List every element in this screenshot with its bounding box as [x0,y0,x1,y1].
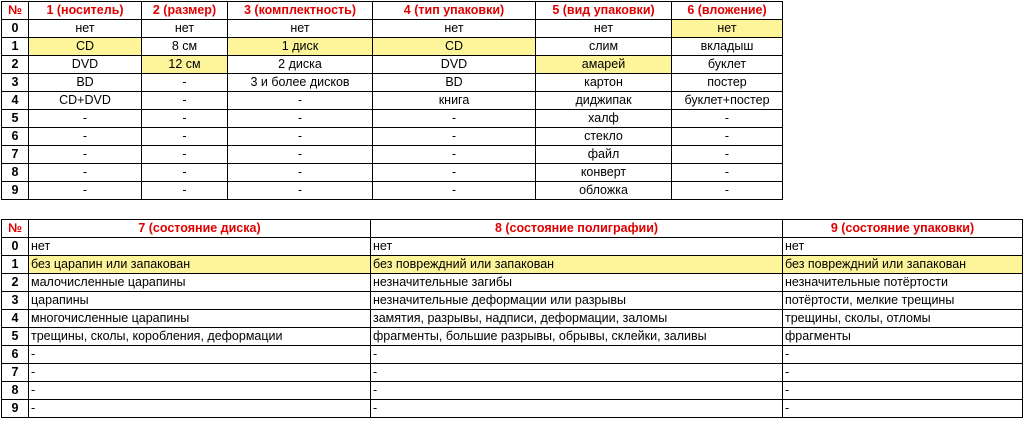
table-row [2,110,783,128]
table-row [2,92,783,110]
table-cell: нет [373,20,536,38]
table-cell: - [142,146,228,164]
table-row [2,128,783,146]
table-row [2,346,1023,364]
table-row [2,238,1023,256]
table-cell: - [228,128,373,146]
row-number: 8 [2,164,29,182]
table-cell: постер [672,74,783,92]
column-header: 8 (состояние полиграфии) [371,220,783,238]
table-cell: потёртости, мелкие трещины [783,292,1023,310]
table-row [2,364,1023,382]
table-cell: - [371,400,783,418]
table-cell: нет [29,20,142,38]
table-cell: - [228,110,373,128]
row-number: 9 [2,400,29,418]
table-cell: - [29,164,142,182]
table-cell: - [672,128,783,146]
row-number: 7 [2,364,29,382]
column-header: 1 (носитель) [29,2,142,20]
table-cell: картон [536,74,672,92]
table-row [2,56,783,74]
row-number: 5 [2,110,29,128]
column-header: 6 (вложение) [672,2,783,20]
table-cell: малочисленные царапины [29,274,371,292]
table-cell: 3 и более дисков [228,74,373,92]
table-cell: - [29,182,142,200]
table-cell: - [29,400,371,418]
table-cell: нет [142,20,228,38]
column-header: 9 (состояние упаковки) [783,220,1023,238]
table-row [2,164,783,182]
table-cell: - [228,92,373,110]
table-cell: - [672,146,783,164]
table-cell: - [672,164,783,182]
table-row [2,182,783,200]
table-cell-highlighted: CD [29,38,142,56]
table-cell: - [373,146,536,164]
table-cell: - [142,164,228,182]
table-cell: - [29,382,371,400]
table-cell: 8 см [142,38,228,56]
table-cell: диджипак [536,92,672,110]
table-cell: - [371,364,783,382]
table-cell: - [29,128,142,146]
table-cell: - [228,182,373,200]
table-cell-highlighted: нет [672,20,783,38]
table-header-row [2,2,783,20]
table-cell: многочисленные царапины [29,310,371,328]
table-cell: - [228,146,373,164]
row-number: 1 [2,256,29,274]
table-cell: вкладыш [672,38,783,56]
table-cell: - [142,110,228,128]
table-cell: - [672,182,783,200]
row-number: 4 [2,310,29,328]
row-number: 4 [2,92,29,110]
row-number: 5 [2,328,29,346]
table-row [2,38,783,56]
table-cell: буклет [672,56,783,74]
column-header: 2 (размер) [142,2,228,20]
table-cell: - [373,128,536,146]
table-row [2,20,783,38]
table-cell: - [672,110,783,128]
table-cell-highlighted: без царапин или запакован [29,256,371,274]
table-cell: - [29,110,142,128]
table-cell: нет [371,238,783,256]
table-cell: DVD [373,56,536,74]
table-cell: - [783,346,1023,364]
table-cell: CD+DVD [29,92,142,110]
row-number: 0 [2,20,29,38]
row-number: 9 [2,182,29,200]
table-cell: фрагменты, большие разрывы, обрывы, склейки, заливы [371,328,783,346]
table-cell: - [373,110,536,128]
column-header: 5 (вид упаковки) [536,2,672,20]
row-number: 3 [2,74,29,92]
media-codes-table [1,1,783,200]
table-cell: царапины [29,292,371,310]
row-number: 3 [2,292,29,310]
table-row [2,274,1023,292]
row-number: 2 [2,56,29,74]
table-cell: - [783,382,1023,400]
table-cell: конверт [536,164,672,182]
table-cell-highlighted: амарей [536,56,672,74]
table-cell: - [142,74,228,92]
row-number: 7 [2,146,29,164]
table-cell: незначительные загибы [371,274,783,292]
table-cell: BD [373,74,536,92]
column-header: 3 (комплектность) [228,2,373,20]
table-cell: - [783,364,1023,382]
table-cell-highlighted: 1 диск [228,38,373,56]
table-cell: незначительные потёртости [783,274,1023,292]
table-row [2,400,1023,418]
row-number: 8 [2,382,29,400]
table-cell: 2 диска [228,56,373,74]
table-cell: нет [783,238,1023,256]
table-cell-highlighted: CD [373,38,536,56]
table-row [2,382,1023,400]
table-cell: нет [228,20,373,38]
table-cell: стекло [536,128,672,146]
table-cell-highlighted: без повреждний или запакован [783,256,1023,274]
table-cell: - [783,400,1023,418]
table-cell: - [142,182,228,200]
column-header: № [2,2,29,20]
table-cell: - [29,346,371,364]
table-header-row [2,220,1023,238]
table-cell: халф [536,110,672,128]
table-cell-highlighted: без повреждний или запакован [371,256,783,274]
table-cell: - [228,164,373,182]
table-cell: буклет+постер [672,92,783,110]
row-number: 0 [2,238,29,256]
table-row [2,328,1023,346]
table-cell: фрагменты [783,328,1023,346]
table-cell: - [371,382,783,400]
table-cell: трещины, сколы, отломы [783,310,1023,328]
column-header: № [2,220,29,238]
table-row [2,256,1023,274]
table-cell: незначительные деформации или разрывы [371,292,783,310]
table-cell: - [29,364,371,382]
table-cell: трещины, сколы, коробления, деформации [29,328,371,346]
table-cell: - [142,92,228,110]
table-cell: слим [536,38,672,56]
table-cell-highlighted: 12 см [142,56,228,74]
row-number: 6 [2,128,29,146]
table-cell: - [373,164,536,182]
table-row [2,74,783,92]
table-cell: книга [373,92,536,110]
table-cell: - [373,182,536,200]
table-cell: нет [536,20,672,38]
table-cell: BD [29,74,142,92]
row-number: 1 [2,38,29,56]
table-row [2,146,783,164]
table-row [2,292,1023,310]
condition-codes-table [1,219,1023,418]
table-row [2,310,1023,328]
table-cell: - [371,346,783,364]
table-cell: обложка [536,182,672,200]
table-cell: - [29,146,142,164]
column-header: 4 (тип упаковки) [373,2,536,20]
column-header: 7 (состояние диска) [29,220,371,238]
row-number: 6 [2,346,29,364]
table-cell: нет [29,238,371,256]
table-cell: - [142,128,228,146]
row-number: 2 [2,274,29,292]
table-cell: замятия, разрывы, надписи, деформации, заломы [371,310,783,328]
table-cell: файл [536,146,672,164]
table-cell: DVD [29,56,142,74]
